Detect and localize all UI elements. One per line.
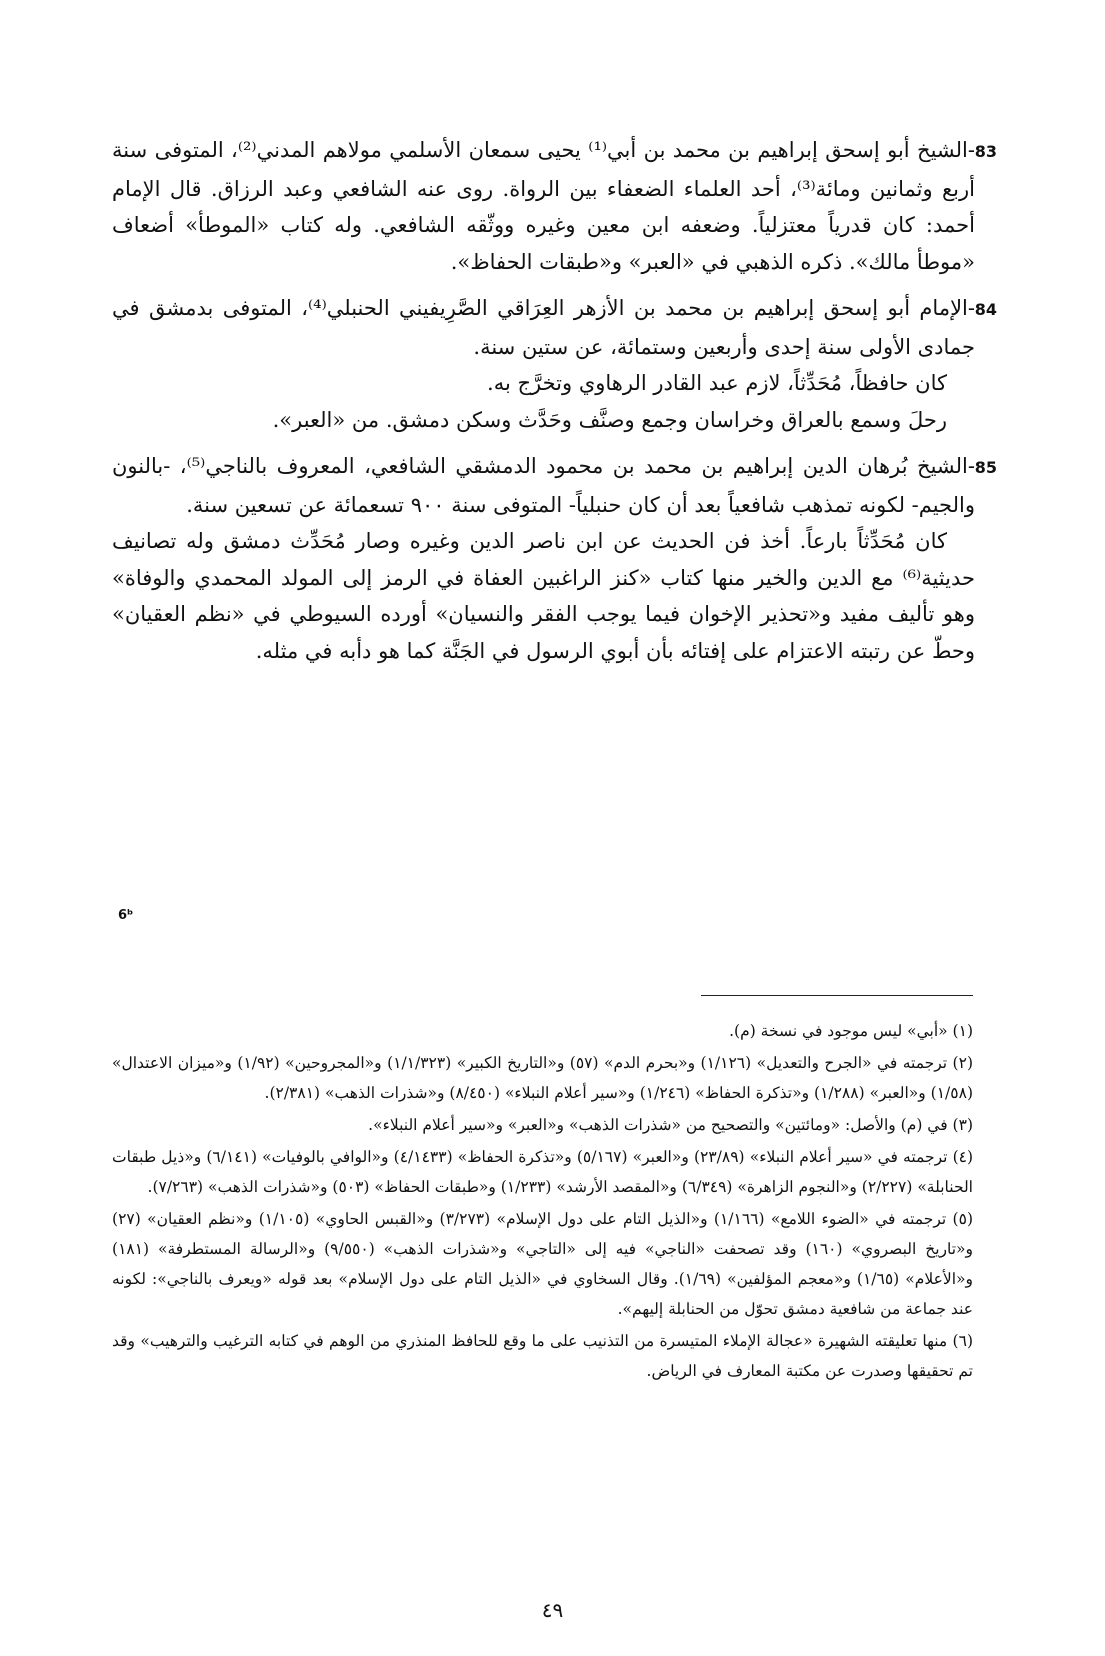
entry-number: 83: [974, 142, 997, 161]
entry-84: 84-الإمام أبو إسحق إبراهيم بن محمد بن الأزهر العِرَاقي الصَّرِيفيني الحنبلي⁽⁴⁾، المتوفى بدمشق في جمادى الأولى سنة إحدى وأربعين وستمائة، عن ستين سنة. كان حافظاً، مُحَدِّثاً، لازم عبد القادر الرهاوي وتخرَّج به. رحلَ وسمع بالعراق وخراسان وجمع وصنَّف وحَدَّث وسكن دمشق. من «العبر».: [112, 290, 975, 438]
entry-83: 83-الشيخ أبو إسحق إبراهيم بن محمد بن أبي⁽¹⁾ يحيى سمعان الأسلمي مولاهم المدني⁽²⁾، المتوفى سنة أربع وثمانين ومائة⁽³⁾، أحد العلماء الضعفاء بين الرواة. روى عنه الشافعي وعبد الرزاق. قال الإمام أحمد: كان قدرياً معتزلياً. وضعفه ابن معين وغيره ووثّقه الشافعي. وله كتاب «الموطأ» أضعاف «موطأ مالك». ذكره الذهبي في «العبر» و«طبقات الحفاظ».: [112, 132, 975, 280]
entry-number: 84: [974, 300, 997, 319]
entry-paragraph: رحلَ وسمع بالعراق وخراسان وجمع وصنَّف وحَدَّث وسكن دمشق. من «العبر».: [272, 407, 947, 432]
footnote-1: (١) «أبي» ليس موجود في نسخة (م).: [729, 1022, 973, 1040]
entry-paragraph: الإمام أبو إسحق إبراهيم بن محمد بن الأزهر العِرَاقي الصَّرِيفيني الحنبلي⁽⁴⁾، المتوفى بدمشق في جمادى الأولى سنة إحدى وأربعين وستمائة، عن ستين سنة.: [112, 296, 975, 359]
footnote-5: (٥) ترجمته في «الضوء اللامع» (١/١٦٦) و«الذيل التام على دول الإسلام» (٣/٢٧٣) و«القبس الحاوي» (١/١٠٥) و«نظم العقيان» (٢٧) و«تاريخ البصروي» (١٦٠) وقد تصحفت «الناجي» فيه إلى «التاجي» و«شذرات الذهب» (٩/٥٥٠) و«الرسالة المستطرفة» (١٨١) و«الأعلام» (١/٦٥) و«معجم المؤلفين» (١/٦٩). وقال السخاوي في «الذيل التام على دول الإسلام» بعد قوله «ويعرف بالناجي»: لكونه عند جماعة من شافعية دمشق تحوّل من الحنابلة إليهم».: [112, 1210, 974, 1318]
footnote-2: (٢) ترجمته في «الجرح والتعديل» (١/١٢٦) و«بحرم الدم» (٥٧) و«التاريخ الكبير» (١/١/٣٢٣) و«المجروحين» (١/٩٢) و«ميزان الاعتدال» (١/٥٨) و«العبر» (١/٢٨٨) و«تذكرة الحفاظ» (١/٢٤٦) و«سير أعلام النبلاء» (٨/٤٥٠) و«شذرات الذهب» (٢/٣٨١).: [112, 1054, 973, 1102]
footnote-4: (٤) ترجمته في «سير أعلام النبلاء» (٢٣/٨٩) و«العبر» (٥/١٦٧) و«تذكرة الحفاظ» (٤/١٤٣٣) و«الوافي بالوفيات» (٦/١٤١) و«ذيل طبقات الحنابلة» (٢/٢٢٧) و«النجوم الزاهرة» (٦/٣٤٩) و«المقصد الأرشد» (١/٢٣٣) و«طبقات الحفاظ» (٥٠٣) و«شذرات الذهب» (٧/٢٦٣).: [112, 1148, 974, 1196]
page-number: ٤٩: [541, 1598, 564, 1622]
entry-paragraph: كان حافظاً، مُحَدِّثاً، لازم عبد القادر الرهاوي وتخرَّج به.: [487, 371, 947, 395]
footnote-6: (٦) منها تعليقته الشهيرة «عجالة الإملاء المتيسرة من التذنيب على ما وقع للحافظ المنذري من الوهم في كتابه الترغيب والترهيب» وقد تم تحقيقها وصدرت عن مكتبة المعارف في الرياض.: [112, 1332, 973, 1380]
footnote-3: (٣) في (م) والأصل: «ومائتين» والتصحيح من «شذرات الذهب» و«العبر» و«سير أعلام النبلاء».: [368, 1116, 973, 1134]
entry-paragraph: الشيخ أبو إسحق إبراهيم بن محمد بن أبي⁽¹⁾ يحيى سمعان الأسلمي مولاهم المدني⁽²⁾، المتوفى سنة أربع وثمانين ومائة⁽³⁾، أحد العلماء الضعفاء بين الرواة. روى عنه الشافعي وعبد الرزاق. قال الإمام أحمد: كان قدرياً معتزلياً. وضعفه ابن معين وغيره ووثّقه الشافعي. وله كتاب «الموطأ» أضعاف «موطأ مالك». ذكره الذهبي في «العبر» و«طبقات الحفاظ».: [112, 138, 975, 274]
folio-mark: 6ᵇ: [118, 908, 134, 923]
entry-paragraph: الشيخ بُرهان الدين إبراهيم بن محمد بن محمود الدمشقي الشافعي، المعروف بالناجي⁽⁵⁾، -بالنون والجيم- لكونه تمذهب شافعياً بعد أن كان حنبلياً- المتوفى سنة ٩٠٠ تسعمائة عن تسعين سنة.: [112, 454, 975, 517]
footnotes: [112, 1016, 973, 1388]
main-text: [112, 132, 997, 669]
entry-number: 85: [974, 458, 997, 477]
entry-paragraph: كان مُحَدِّثاً بارعاً. أخذ فن الحديث عن ابن ناصر الدين وغيره وصار مُحَدِّث دمشق وله تصانيف حديثية⁽⁶⁾ مع الدين والخير منها كتاب «كنز الراغبين العفاة في الرمز إلى المولد المحمدي والوفاة» وهو تأليف مفيد و«تحذير الإخوان فيما يوجب الفقر والنسيان» أورده السيوطي في «نظم العقيان» وحطّ عن رتبته الاعتزام على إفتائه بأن أبوي الرسول في الجَنَّة كما هو دأبه في مثله.: [112, 529, 975, 663]
entry-85: 85-الشيخ بُرهان الدين إبراهيم بن محمد بن محمود الدمشقي الشافعي، المعروف بالناجي⁽⁵⁾، -بالنون والجيم- لكونه تمذهب شافعياً بعد أن كان حنبلياً- المتوفى سنة ٩٠٠ تسعمائة عن تسعين سنة. كان مُحَدِّثاً بارعاً. أخذ فن الحديث عن ابن ناصر الدين وغيره وصار مُحَدِّث دمشق وله تصانيف حديثية⁽⁶⁾ مع الدين والخير منها كتاب «كنز الراغبين العفاة في الرمز إلى المولد المحمدي والوفاة» وهو تأليف مفيد و«تحذير الإخوان فيما يوجب الفقر والنسيان» أورده السيوطي في «نظم العقيان» وحطّ عن رتبته الاعتزام على إفتائه بأن أبوي الرسول في الجَنَّة كما هو دأبه في مثله.: [112, 448, 975, 669]
footnote-rule: [701, 995, 973, 996]
